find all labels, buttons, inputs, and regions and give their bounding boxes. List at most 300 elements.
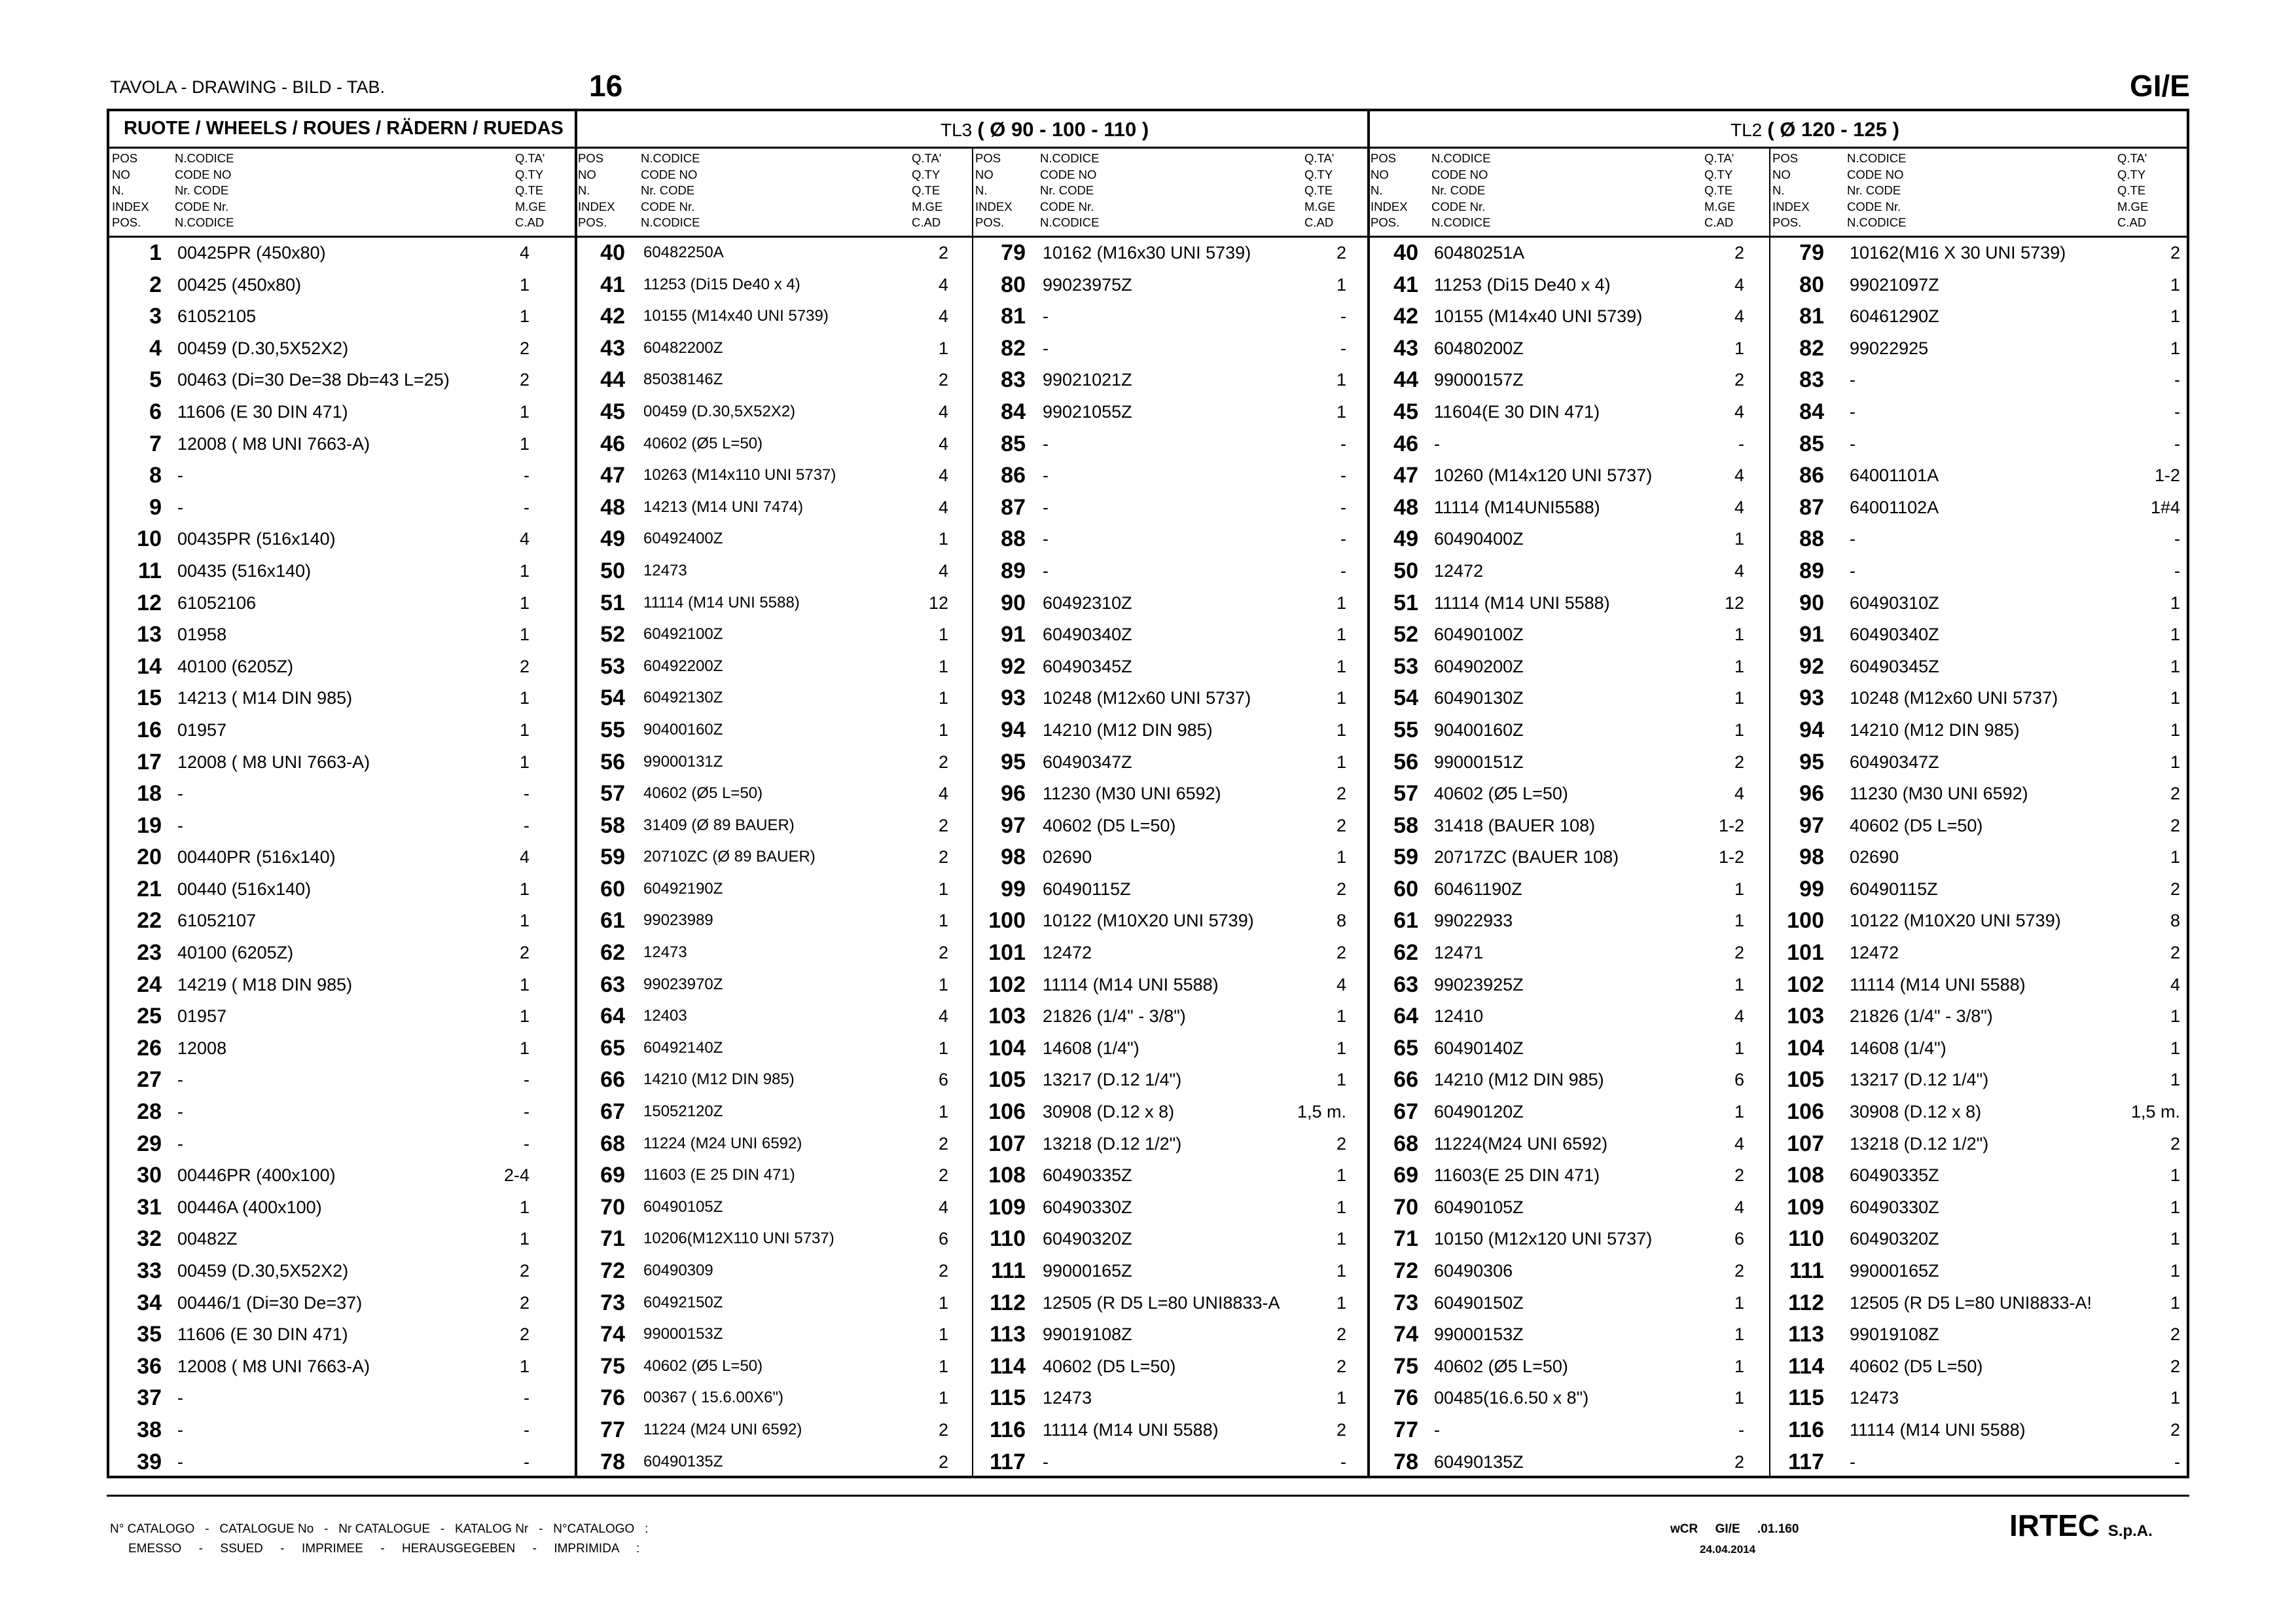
- quantity: 1: [1336, 720, 1346, 740]
- quantity: -: [1340, 338, 1346, 358]
- position-number: 51: [600, 590, 625, 615]
- quantity: 1,5 m.: [1297, 1102, 1346, 1122]
- position-number: 110: [990, 1226, 1026, 1252]
- position-number: 21: [137, 876, 162, 902]
- position-number: 15: [137, 685, 162, 711]
- quantity: 1: [1734, 911, 1744, 931]
- position-number: 13: [137, 622, 162, 647]
- quantity: 1: [938, 1388, 948, 1408]
- company-name: IRTEC: [2009, 1508, 2100, 1542]
- position-number: 73: [600, 1290, 625, 1315]
- part-code: 99021097Z: [1850, 274, 1939, 295]
- part-code: -: [177, 1070, 183, 1090]
- col-header-pos: POS NO N. INDEX POS.: [112, 151, 149, 229]
- position-number: 103: [988, 1004, 1026, 1029]
- quantity: 4: [1734, 497, 1744, 517]
- position-number: 84: [1001, 399, 1026, 424]
- parts-table: [107, 109, 2189, 1478]
- table-row: [109, 714, 2187, 746]
- part-code: 10248 (M12x60 UNI 5737): [1043, 688, 1251, 708]
- part-code: 00485(16.6.50 x 8"): [1434, 1388, 1589, 1408]
- position-number: 99: [1001, 876, 1026, 902]
- position-number: 64: [600, 1004, 625, 1029]
- position-number: 59: [1393, 845, 1418, 870]
- position-number: 5: [149, 367, 162, 393]
- part-code: -: [1850, 433, 1856, 454]
- part-code: 99000165Z: [1850, 1261, 1939, 1281]
- quantity: 2: [938, 943, 948, 963]
- quantity: 4: [1734, 465, 1744, 486]
- part-code: 60490135Z: [1434, 1451, 1524, 1472]
- part-code: 40602 (D5 L=50): [1043, 815, 1176, 835]
- quantity: 1: [938, 625, 948, 645]
- position-number: 87: [1001, 494, 1026, 520]
- position-number: 62: [1393, 940, 1418, 966]
- position-number: 68: [1393, 1131, 1418, 1156]
- part-code: 14213 ( M14 DIN 985): [177, 688, 353, 708]
- part-code: 14608 (1/4"): [1850, 1038, 1946, 1058]
- position-number: 45: [600, 399, 625, 424]
- part-code: 40100 (6205Z): [177, 943, 294, 963]
- part-code: 60492200Z: [643, 657, 723, 675]
- table-number: 16: [589, 69, 623, 103]
- table-row: [109, 1414, 2187, 1446]
- position-number: 35: [137, 1322, 162, 1347]
- part-code: 90400160Z: [643, 720, 723, 739]
- position-number: 86: [1001, 463, 1026, 488]
- quantity: 1: [519, 560, 529, 581]
- table-row: [109, 333, 2187, 365]
- quantity: 1: [519, 401, 529, 422]
- table-row: [109, 810, 2187, 842]
- quantity: 2: [1336, 879, 1346, 899]
- col-header-code: N.CODICE CODE NO Nr. CODE CODE Nr. N.CODICE: [1040, 151, 1100, 229]
- part-code: 10122 (M10X20 UNI 5739): [1850, 911, 2061, 931]
- quantity: 1: [519, 911, 529, 931]
- part-code: 61052106: [177, 593, 257, 613]
- position-number: 19: [137, 812, 162, 838]
- part-code: 02690: [1043, 847, 1092, 867]
- quantity: 1: [519, 306, 529, 327]
- position-number: 54: [1393, 685, 1418, 711]
- quantity: 1: [1734, 879, 1744, 899]
- quantity: 12: [1724, 593, 1744, 613]
- position-number: 72: [600, 1258, 625, 1283]
- quantity: 1: [1734, 625, 1744, 645]
- quantity: -: [1340, 1451, 1346, 1472]
- table-row: [109, 682, 2187, 714]
- part-code: 40100 (6205Z): [177, 656, 294, 676]
- position-number: 53: [1393, 653, 1418, 679]
- position-number: 67: [1393, 1099, 1418, 1125]
- quantity: 1: [938, 529, 948, 549]
- col-header-qty: Q.TA' Q.TY Q.TE M.GE C.AD: [912, 151, 943, 229]
- table-row: [109, 269, 2187, 301]
- quantity: 1: [1336, 1292, 1346, 1313]
- part-code: 11224 (M24 UNI 6592): [643, 1134, 802, 1152]
- quantity: 1: [519, 1356, 529, 1376]
- position-number: 38: [137, 1417, 162, 1442]
- part-code: 90400160Z: [1434, 720, 1524, 740]
- part-code: 30908 (D.12 x 8): [1043, 1102, 1175, 1122]
- quantity: 1: [1734, 656, 1744, 676]
- part-code: 40602 (Ø5 L=50): [1434, 1356, 1568, 1376]
- position-number: 65: [1393, 1035, 1418, 1061]
- table-row: [109, 619, 2187, 651]
- part-code: 40602 (D5 L=50): [1043, 1356, 1176, 1376]
- quantity: 1: [2170, 656, 2180, 676]
- quantity: 4: [1734, 1006, 1744, 1027]
- company-logo: [2009, 1508, 2153, 1543]
- position-number: 100: [988, 908, 1026, 934]
- quantity: -: [524, 1102, 529, 1122]
- position-number: 91: [1799, 622, 1824, 647]
- position-number: 109: [988, 1194, 1026, 1220]
- position-number: 102: [1787, 972, 1824, 997]
- position-number: 64: [1393, 1004, 1418, 1029]
- part-code: 20717ZC (BAUER 108): [1434, 847, 1619, 867]
- position-number: 49: [600, 526, 625, 552]
- part-code: -: [1043, 1451, 1049, 1472]
- part-code: 60492190Z: [643, 879, 723, 898]
- quantity: 1: [2170, 688, 2180, 708]
- quantity: 1: [2170, 1388, 2180, 1408]
- part-code: 61052105: [177, 306, 257, 327]
- part-code: 12473: [1850, 1388, 1899, 1408]
- position-number: 11: [138, 558, 162, 583]
- position-number: 55: [600, 717, 625, 742]
- position-number: 108: [988, 1163, 1026, 1188]
- position-number: 93: [1799, 685, 1824, 711]
- quantity: 2: [2170, 243, 2180, 263]
- quantity: 4: [938, 560, 948, 581]
- quantity: 1: [1336, 656, 1346, 676]
- part-code: -: [177, 1102, 183, 1122]
- quantity: 1: [1734, 1324, 1744, 1345]
- position-number: 39: [137, 1449, 162, 1474]
- part-code: -: [1850, 1451, 1856, 1472]
- position-number: 110: [1788, 1226, 1824, 1252]
- drawing-label: TAVOLA - DRAWING - BILD - TAB.: [110, 77, 386, 97]
- position-number: 80: [1001, 272, 1026, 297]
- part-code: -: [1850, 560, 1856, 581]
- table-row: [109, 746, 2187, 778]
- position-number: 31: [137, 1194, 162, 1220]
- quantity: 2: [938, 815, 948, 835]
- position-number: 66: [1393, 1067, 1418, 1093]
- position-number: 91: [1001, 622, 1026, 647]
- part-code: 60490340Z: [1043, 625, 1132, 645]
- quantity: 1: [938, 1038, 948, 1058]
- tl3-prefix: TL3: [941, 120, 973, 140]
- part-code: 00425PR (450x80): [177, 243, 326, 263]
- part-code: 00435 (516x140): [177, 560, 312, 581]
- part-code: 60490309: [643, 1262, 713, 1279]
- part-code: 60490335Z: [1043, 1165, 1132, 1186]
- col-header-pos: POS NO N. INDEX POS.: [975, 151, 1013, 229]
- quantity: 2: [1734, 1451, 1744, 1472]
- table-row: [109, 905, 2187, 937]
- table-row: [109, 1223, 2187, 1255]
- quantity: -: [2174, 560, 2180, 581]
- position-number: 72: [1393, 1258, 1418, 1283]
- position-number: 42: [1393, 304, 1418, 329]
- part-code: -: [177, 1133, 183, 1154]
- position-number: 82: [1001, 335, 1026, 361]
- part-code: 12472: [1043, 943, 1092, 963]
- quantity: 1: [1336, 1165, 1346, 1186]
- part-code: 60490320Z: [1850, 1229, 1939, 1249]
- table-row: [109, 1032, 2187, 1065]
- quantity: 1: [938, 879, 948, 899]
- quantity: 2: [1734, 943, 1744, 963]
- part-code: 14210 (M12 DIN 985): [1043, 720, 1213, 740]
- quantity: 4: [1734, 274, 1744, 295]
- position-number: 101: [1787, 940, 1824, 966]
- quantity: 1: [519, 274, 529, 295]
- part-code: 11224(M24 UNI 6592): [1434, 1133, 1608, 1154]
- table-row: [109, 237, 2187, 269]
- wheels-title: RUOTE / WHEELS / ROUES / RÄDERN / RUEDAS: [124, 118, 564, 139]
- part-code: 60490330Z: [1850, 1197, 1939, 1217]
- position-number: 71: [600, 1226, 625, 1252]
- position-number: 42: [600, 304, 625, 329]
- position-number: 71: [1393, 1226, 1418, 1252]
- position-number: 69: [600, 1163, 625, 1188]
- position-number: 17: [137, 749, 162, 775]
- quantity: 2: [2170, 1419, 2180, 1440]
- position-number: 63: [600, 972, 625, 997]
- position-number: 105: [988, 1067, 1026, 1093]
- part-code: 60490105Z: [643, 1197, 723, 1216]
- quantity: 4: [938, 274, 948, 295]
- part-code: 12471: [1434, 943, 1484, 963]
- quantity: 1: [1734, 529, 1744, 549]
- quantity: 1: [938, 974, 948, 994]
- position-number: 85: [1799, 431, 1824, 456]
- position-number: 70: [600, 1194, 625, 1220]
- position-number: 61: [600, 908, 625, 934]
- position-number: 97: [1799, 812, 1824, 838]
- part-code: 10162(M16 X 30 UNI 5739): [1850, 243, 2066, 263]
- position-number: 96: [1799, 781, 1824, 807]
- part-code: -: [177, 465, 183, 486]
- position-number: 44: [600, 367, 625, 393]
- part-code: -: [1434, 1419, 1440, 1440]
- part-code: 60482250A: [643, 244, 724, 261]
- tl2-title: [1731, 118, 1899, 141]
- part-code: 99000131Z: [643, 752, 723, 771]
- quantity: 1: [2170, 1006, 2180, 1027]
- part-code: 40602 (D5 L=50): [1850, 815, 1983, 835]
- quantity: 1: [1734, 1102, 1744, 1122]
- position-number: 74: [1393, 1322, 1418, 1347]
- quantity: 1: [2170, 752, 2180, 772]
- col-header-qty: Q.TA' Q.TY Q.TE M.GE C.AD: [515, 151, 547, 229]
- part-code: 00440PR (516x140): [177, 847, 336, 867]
- part-code: 40602 (Ø5 L=50): [1434, 784, 1568, 804]
- quantity: -: [1340, 529, 1346, 549]
- position-number: 27: [137, 1067, 162, 1093]
- part-code: 12473: [1043, 1388, 1092, 1408]
- quantity: -: [524, 1133, 529, 1154]
- part-code: 99021021Z: [1043, 370, 1132, 390]
- part-code: 60490330Z: [1043, 1197, 1132, 1217]
- part-code: 60480200Z: [1434, 338, 1524, 358]
- table-row: [109, 1096, 2187, 1128]
- part-code: -: [1434, 433, 1440, 454]
- position-number: 111: [1789, 1258, 1824, 1283]
- position-number: 80: [1799, 272, 1824, 297]
- quantity: 2: [938, 1451, 948, 1472]
- quantity: 1: [2170, 1197, 2180, 1217]
- position-number: 85: [1001, 431, 1026, 456]
- quantity: 1: [519, 433, 529, 454]
- quantity: -: [1340, 497, 1346, 517]
- position-number: 41: [1393, 272, 1418, 297]
- quantity: 1: [519, 593, 529, 613]
- catalogue-code: wCR GI/E .01.160: [1670, 1522, 1799, 1536]
- position-number: 115: [1788, 1385, 1824, 1411]
- part-code: 11606 (E 30 DIN 471): [177, 401, 348, 422]
- position-number: 109: [1787, 1194, 1824, 1220]
- quantity: -: [1340, 560, 1346, 581]
- issued-label: EMESSO - SSUED - IMPRIMEE - HERAUSGEGEBEN - IMPRIMIDA :: [128, 1542, 640, 1556]
- part-code: 99023970Z: [643, 975, 723, 993]
- position-number: 56: [1393, 749, 1418, 775]
- quantity: 6: [938, 1229, 948, 1249]
- quantity: 4: [2170, 974, 2180, 994]
- quantity: 1,5 m.: [2130, 1102, 2180, 1122]
- part-code: 99000153Z: [1434, 1324, 1524, 1345]
- part-code: 11606 (E 30 DIN 471): [177, 1324, 348, 1345]
- part-code: 12008 ( M8 UNI 7663-A): [177, 1356, 370, 1376]
- quantity: 1: [2170, 274, 2180, 295]
- part-code: 60490306: [1434, 1261, 1513, 1281]
- quantity: 1: [938, 338, 948, 358]
- part-code: 01958: [177, 625, 227, 645]
- quantity: 2: [1336, 943, 1346, 963]
- quantity: -: [2174, 433, 2180, 454]
- position-number: 9: [149, 494, 162, 520]
- part-code: 99019108Z: [1850, 1324, 1939, 1345]
- position-number: 95: [1001, 749, 1026, 775]
- position-number: 57: [600, 781, 625, 807]
- part-code: 99021055Z: [1043, 401, 1132, 422]
- part-code: 11230 (M30 UNI 6592): [1850, 784, 2028, 804]
- part-code: 11114 (M14UNI5588): [1434, 497, 1600, 517]
- position-number: 41: [600, 272, 625, 297]
- position-number: 104: [988, 1035, 1026, 1061]
- part-code: -: [177, 1451, 183, 1472]
- table-row: [109, 873, 2187, 905]
- quantity: 6: [938, 1070, 948, 1090]
- quantity: 1: [938, 688, 948, 708]
- part-code: 60480251A: [1434, 243, 1525, 263]
- part-code: 00367 ( 15.6.00X6"): [643, 1389, 784, 1407]
- quantity: 2: [2170, 815, 2180, 835]
- part-code: 10206(M12X110 UNI 5737): [643, 1230, 834, 1248]
- tl3-sizes: ( Ø 90 - 100 - 110 ): [977, 118, 1149, 141]
- quantity: -: [524, 1419, 529, 1440]
- table-row: [109, 587, 2187, 619]
- position-number: 33: [137, 1258, 162, 1283]
- position-number: 90: [1799, 590, 1824, 615]
- quantity: 1: [519, 1006, 529, 1027]
- part-code: 60490115Z: [1850, 879, 1938, 899]
- part-code: 99023925Z: [1434, 974, 1524, 994]
- quantity: 2: [519, 1292, 529, 1313]
- quantity: 1: [938, 1356, 948, 1376]
- quantity: 4: [1734, 306, 1744, 327]
- part-code: 99022925: [1850, 338, 1929, 358]
- table-row: [109, 651, 2187, 683]
- part-code: 11253 (Di15 De40 x 4): [643, 275, 800, 293]
- company-suffix: S.p.A.: [2108, 1522, 2153, 1540]
- part-code: 13218 (D.12 1/2"): [1850, 1133, 1989, 1154]
- part-code: 30908 (D.12 x 8): [1850, 1102, 1982, 1122]
- position-number: 115: [990, 1385, 1026, 1411]
- position-number: 59: [600, 845, 625, 870]
- part-code: 60490100Z: [1434, 625, 1524, 645]
- part-code: 60490335Z: [1850, 1165, 1939, 1186]
- part-code: 85038146Z: [643, 371, 723, 389]
- table-row: [109, 364, 2187, 396]
- part-code: 14213 (M14 UNI 7474): [643, 498, 804, 516]
- quantity: 2: [519, 1261, 529, 1281]
- part-code: 12403: [643, 1007, 687, 1025]
- position-number: 50: [600, 558, 625, 583]
- quantity: 2: [519, 1324, 529, 1345]
- part-code: 60492400Z: [643, 530, 723, 548]
- part-code: 15052120Z: [643, 1103, 723, 1121]
- part-code: 60490105Z: [1434, 1197, 1524, 1217]
- part-code: -: [177, 1388, 183, 1408]
- part-code: 64001101A: [1850, 465, 1939, 486]
- position-number: 101: [988, 940, 1026, 966]
- part-code: -: [1043, 497, 1049, 517]
- position-number: 63: [1393, 972, 1418, 997]
- quantity: 2-4: [503, 1165, 529, 1186]
- part-code: 40602 (D5 L=50): [1850, 1356, 1983, 1376]
- position-number: 100: [1787, 908, 1824, 934]
- part-code: 12472: [1434, 560, 1484, 581]
- quantity: 4: [938, 306, 948, 327]
- quantity: 1: [519, 1197, 529, 1217]
- quantity: 1: [1336, 593, 1346, 613]
- position-number: 50: [1393, 558, 1418, 583]
- part-code: 60490310Z: [1850, 593, 1939, 613]
- quantity: 2: [938, 752, 948, 772]
- position-number: 113: [990, 1322, 1026, 1347]
- tl2-prefix: TL2: [1731, 120, 1763, 140]
- position-number: 16: [137, 717, 162, 742]
- position-number: 92: [1799, 653, 1824, 679]
- quantity: -: [1340, 433, 1346, 454]
- position-number: 44: [1393, 367, 1418, 393]
- part-code: 60490120Z: [1434, 1102, 1524, 1122]
- part-code: 10155 (M14x40 UNI 5739): [643, 307, 829, 325]
- quantity: 4: [938, 784, 948, 804]
- part-code: -: [1043, 306, 1049, 327]
- part-code: 61052107: [177, 911, 257, 931]
- position-number: 53: [600, 653, 625, 679]
- quantity: 2: [2170, 1324, 2180, 1345]
- quantity: -: [524, 784, 529, 804]
- part-code: 12505 (R D5 L=80 UNI8833-A!: [1850, 1292, 2092, 1313]
- part-code: 60490150Z: [1434, 1292, 1524, 1313]
- table-row: [109, 523, 2187, 555]
